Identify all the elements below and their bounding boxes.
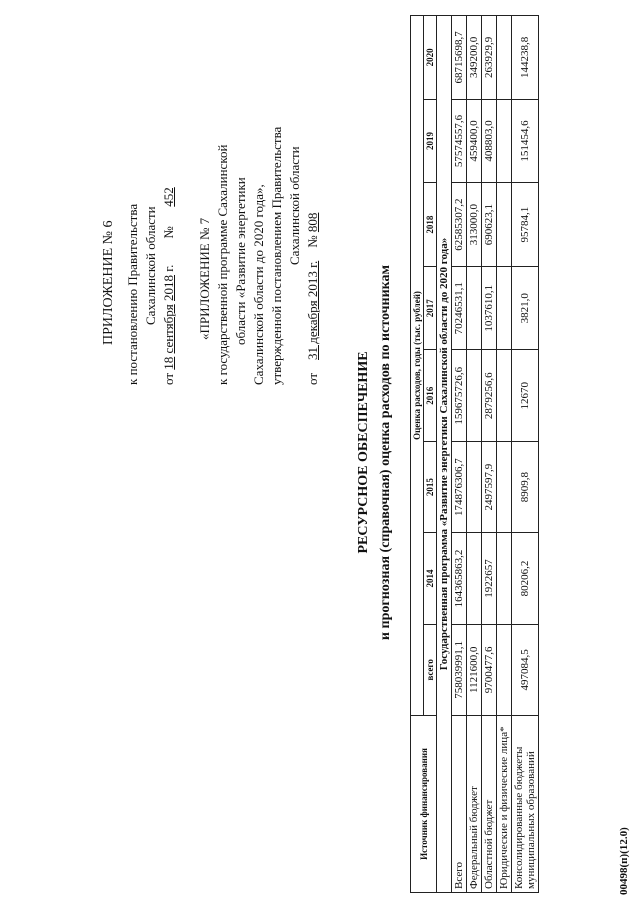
decree-number: 452 <box>161 187 176 207</box>
table-cell: 690623,1 <box>482 183 497 267</box>
table-cell <box>497 624 512 715</box>
table-cell: 12670 <box>512 350 539 441</box>
number-sign: № <box>305 235 320 248</box>
table-cell: 758039991,1 <box>452 624 467 715</box>
table-cell <box>497 183 512 267</box>
table-cell <box>467 350 482 441</box>
row-source-label: Областной бюджет <box>482 716 497 893</box>
document-code: 00498(п)(12.0) <box>618 827 630 895</box>
appendix-7-line-1: к государственной программе Сахалинской <box>215 144 230 385</box>
table-cell: 349200,0 <box>467 16 482 100</box>
year-column-header: 2015 <box>424 441 437 532</box>
table-cell <box>497 99 512 183</box>
program-number: 808 <box>305 212 320 233</box>
table-cell: 497084,5 <box>512 624 539 715</box>
row-source-label: Всего <box>452 716 467 893</box>
date-from-label: от <box>305 372 320 385</box>
year-column-header: 2014 <box>424 533 437 624</box>
appendix-7-line-2: области «Развитие энергетики <box>233 177 248 345</box>
year-column-header: всего <box>424 624 437 715</box>
date-year: 2018 <box>161 274 176 301</box>
table-cell: 3821,0 <box>512 266 539 350</box>
table-cell <box>497 533 512 624</box>
year-column-header: 2018 <box>424 183 437 267</box>
table-row <box>452 16 467 893</box>
page-title: РЕСУРСНОЕ ОБЕСПЕЧЕНИЕ <box>356 351 371 554</box>
table-cell: 1922657 <box>482 533 497 624</box>
resource-table <box>410 15 539 893</box>
table-cell <box>497 16 512 100</box>
appendix-7-line-5: Сахалинской области <box>287 146 302 265</box>
table-cell: 70246531,1 <box>452 266 467 350</box>
table-cell: 80206,2 <box>512 533 539 624</box>
table-cell: 1121600,0 <box>467 624 482 715</box>
appendix-7-line-4: утвержденной постановлением Правительства <box>269 126 284 385</box>
number-sign: № <box>161 226 176 239</box>
table-cell: 164365863,2 <box>452 533 467 624</box>
year-column-header: 2016 <box>424 350 437 441</box>
source-header: Источник финансирования <box>411 716 437 893</box>
table-cell <box>467 441 482 532</box>
program-date: 31 декабря 2013 г. <box>305 260 320 360</box>
table-header-row <box>411 16 424 893</box>
table-cell: 459400,0 <box>467 99 482 183</box>
table-cell: 263929,9 <box>482 16 497 100</box>
date-day: 18 <box>161 356 176 370</box>
table-cell: 95784,1 <box>512 183 539 267</box>
year-column-header: 2020 <box>424 16 437 100</box>
table-cell: 159675726,6 <box>452 350 467 441</box>
page-subtitle: и прогнозная (справочная) оценка расходов по источникам <box>378 264 393 641</box>
appendix-7-title: «ПРИЛОЖЕНИЕ № 7 <box>197 217 212 340</box>
table-row <box>482 16 497 893</box>
table-cell <box>497 266 512 350</box>
row-source-label: Юридические и физические лица* <box>497 716 512 893</box>
table-cell <box>467 533 482 624</box>
appendix-7-line-3: Сахалинской области до 2020 года», <box>251 184 266 385</box>
table-cell: 62585307,2 <box>452 183 467 267</box>
table-cell: 144238,8 <box>512 16 539 100</box>
year-column-header: 2017 <box>424 266 437 350</box>
estimate-header: Оценка расходов, годы (тыс. рублей) <box>411 16 424 716</box>
row-source-label: Консолидированные бюджеты муниципальных образований <box>512 716 539 893</box>
table-cell: 2497597,9 <box>482 441 497 532</box>
table-cell: 68715698,7 <box>452 16 467 100</box>
date-month: сентября <box>161 304 176 354</box>
table-cell <box>497 441 512 532</box>
year-suffix: г. <box>161 264 176 272</box>
appendix-7-date <box>304 213 321 385</box>
table-cell: 313000,0 <box>467 183 482 267</box>
table-row <box>467 16 482 893</box>
table-cell: 174876306,7 <box>452 441 467 532</box>
table-row <box>497 16 512 893</box>
appendix-6-region: Сахалинской области <box>143 206 158 325</box>
table-cell: 151454,6 <box>512 99 539 183</box>
program-title: Государственная программа «Развитие энергетики Сахалинской области до 2020 года» <box>437 16 452 893</box>
table-cell: 1037610,1 <box>482 266 497 350</box>
table-cell: 9700477,6 <box>482 624 497 715</box>
appendix-6-decree: к постановлению Правительства <box>125 203 140 385</box>
table-cell: 408803,0 <box>482 99 497 183</box>
appendix-6-title: ПРИЛОЖЕНИЕ № 6 <box>101 220 116 345</box>
date-from-label: от <box>161 372 176 385</box>
year-column-header: 2019 <box>424 99 437 183</box>
program-title-row <box>437 16 452 893</box>
table-cell: 57574557,6 <box>452 99 467 183</box>
table-cell: 8909,8 <box>512 441 539 532</box>
table-cell <box>467 266 482 350</box>
appendix-6-date <box>160 187 177 385</box>
row-source-label: Федеральный бюджет <box>467 716 482 893</box>
table-row <box>512 16 539 893</box>
table-cell <box>497 350 512 441</box>
table-cell: 2879256,6 <box>482 350 497 441</box>
